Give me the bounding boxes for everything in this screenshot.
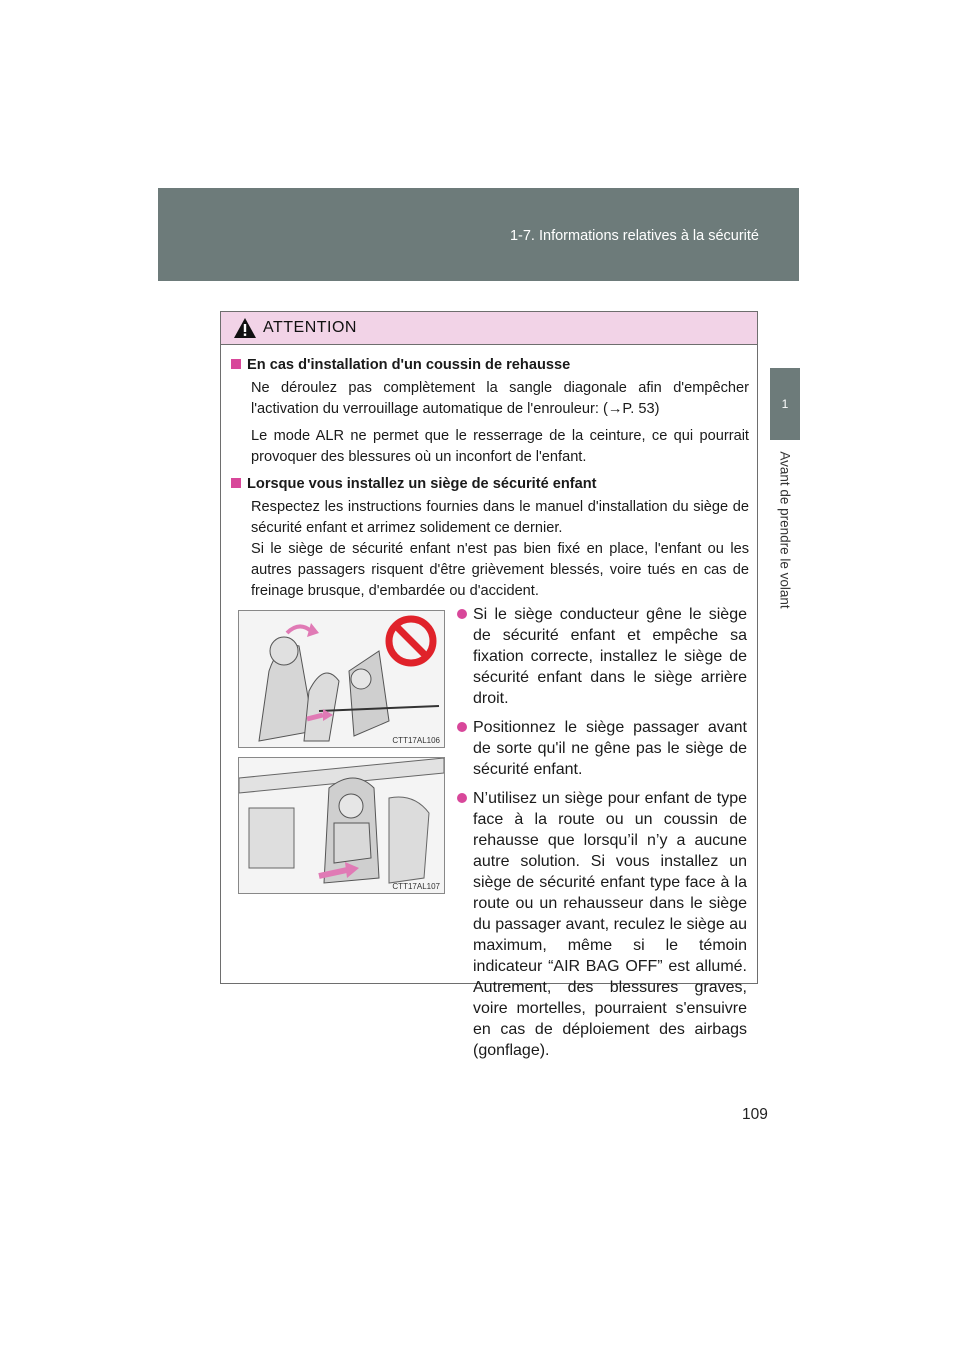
paragraph: Si le siège de sécurité enfant n'est pas bien fixé en place, l'enfant ou les autres passagers risquent d'être grièvement blessés, voire tués en cas de freinage brusque, d'embardée ou d'accident. <box>251 541 749 599</box>
warning-body <box>221 345 757 602</box>
bullet-list <box>457 604 747 1069</box>
figure-front-seat <box>238 757 445 894</box>
warning-box <box>220 311 758 1059</box>
list-item: Si le siège conducteur gêne le siège de sécurité enfant et empêche sa fixation correcte, installez le siège de sécurité enfant dans le siège arrière droit. <box>457 604 747 709</box>
front-seat-illustration-icon <box>239 758 444 893</box>
round-bullet-icon <box>457 609 467 619</box>
square-bullet-icon <box>231 359 241 369</box>
round-bullet-icon <box>457 722 467 732</box>
round-bullet-icon <box>457 793 467 803</box>
header-band <box>158 188 799 281</box>
section-title: 1-7. Informations relatives à la sécurité <box>509 228 759 244</box>
warning-header <box>221 312 757 345</box>
paragraph: Ne déroulez pas complètement la sangle diagonale afin d'empêcher l'activation du verrouillage automatique de l'enrouleur: (→P. 53) <box>251 380 749 417</box>
list-item: Positionnez le siège passager avant de sorte qu'il ne gêne pas le siège de sécurité enfant. <box>457 717 747 780</box>
figure-code: CTT17AL107 <box>392 882 440 891</box>
figure-driver-seat <box>238 610 445 748</box>
chapter-tab: 1 <box>770 368 800 440</box>
paragraph: Respectez les instructions fournies dans le manuel d'installation du siège de sécurité enfant et arrimez solidement ce dernier. <box>251 499 749 536</box>
section-heading: Lorsque vous installez un siège de sécurité enfant <box>231 474 749 495</box>
chapter-label-text: Avant de prendre le volant <box>777 451 793 609</box>
warning-triangle-icon <box>233 317 257 339</box>
figure-code: CTT17AL106 <box>392 736 440 745</box>
section-heading: En cas d'installation d'un coussin de rehausse <box>231 355 749 376</box>
page-number: 109 <box>742 1106 768 1123</box>
warning-title: ATTENTION <box>263 319 357 336</box>
paragraph: Le mode ALR ne permet que le resserrage de la ceinture, ce qui pourrait provoquer des blessures où un inconfort de l'enfant. <box>251 428 749 465</box>
square-bullet-icon <box>231 478 241 488</box>
list-item: N’utilisez un siège pour enfant de type face à la route ou un coussin de rehausse que lorsqu’il n’y a aucune autre solution. Si vous installez un siège de sécurité enfant type face à la route ou un rehausseur dans le siège du passager avant, reculez le siège au maximum, même si le témoin indicateur “AIR BAG OFF” est allumé. Autrement, des blessures graves, voire mortelles, pourraient s'ensuivre en cas de déploiement des airbags (gonflage). <box>457 788 747 1061</box>
driver-seat-illustration-icon <box>239 611 444 747</box>
